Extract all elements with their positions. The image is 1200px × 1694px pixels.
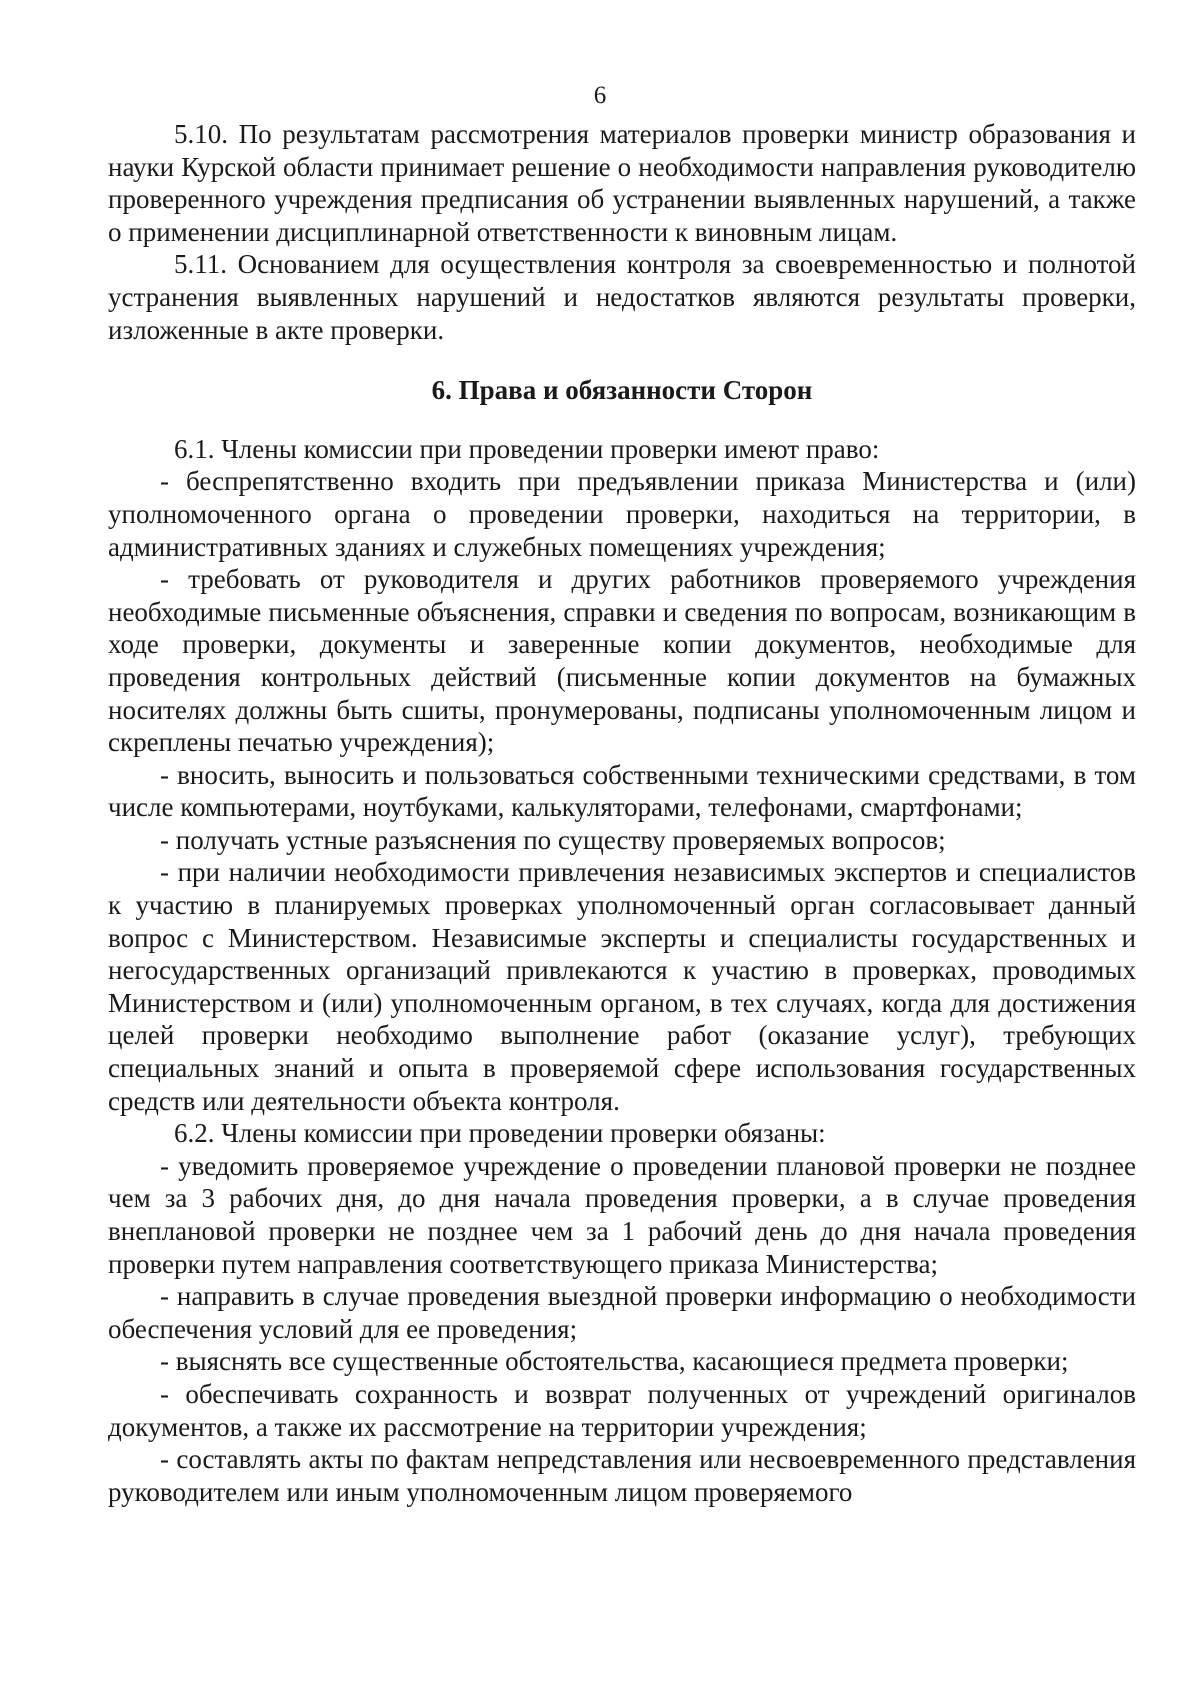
paragraph-6-1: 6.1. Члены комиссии при проведении проверки имеют право: — [174, 433, 880, 464]
paragraph-5-10: 5.10. По результатам рассмотрения материалов проверки министр образования и науки Курской области принимает решение о необходимости направления руководителю проверенного учреждения предписания об устранении выявленных нарушений, а также о применении дисциплинарной ответственности к виновным лицам. — [108, 119, 1136, 247]
paragraph-6-2: 6.2. Члены комиссии при проведении проверки обязаны: — [174, 1118, 826, 1149]
section-6-title: 6. Права и обязанности Сторон — [431, 375, 813, 406]
list-item-right-equipment: - вносить, выносить и пользоваться собственными техническими средствами, в том числе компьютерами, ноутбуками, калькуляторами, телефонами, смартфонами; — [108, 759, 1136, 823]
document-body — [108, 118, 1136, 1508]
page-number: 6 — [593, 82, 607, 109]
list-item-right-explanations: - получать устные разъяснения по существу проверяемых вопросов; — [160, 824, 946, 855]
list-item-right-request: - требовать от руководителя и других работников проверяемого учреждения необходимые письменные объяснения, справки и сведения по вопросам, возникающим в ходе проверки, документы и заверенные копии документов, необходимые для проведения контрольных действий (письменные копии документов на бумажных носителях должны быть сшиты, пронумерованы, подписаны уполномоченным лицом и скреплены печатью учреждения); — [108, 564, 1136, 758]
list-item-duty-safekeeping: - обеспечивать сохранность и возврат полученных от учреждений оригиналов документов, а также их рассмотрение на территории учреждения; — [108, 1378, 1136, 1442]
list-item-duty-circumstances: - выяснять все существенные обстоятельства, касающиеся предмета проверки; — [160, 1346, 1069, 1377]
list-item-duty-acts: - составлять акты по фактам непредставления или несвоевременного представления руководителем или иным уполномоченным лицом проверяемого — [108, 1444, 1136, 1507]
list-item-duty-conditions: - направить в случае проведения выездной проверки информацию о необходимости обеспечения условий для ее проведения; — [108, 1281, 1136, 1344]
list-item-duty-notify: - уведомить проверяемое учреждение о проведении плановой проверки не позднее чем за 3 рабочих дня, до дня начала проведения проверки, а в случае проведения внеплановой проверки не позднее чем за 1 рабочий день до дня начала проведения проверки путем направления соответствующего приказа Министерства; — [108, 1150, 1136, 1279]
list-item-right-enter: - беспрепятственно входить при предъявлении приказа Министерства и (или) уполномоченного органа о проведении проверки, находиться на территории, в административных зданиях и служебных помещениях учреждения; — [108, 466, 1136, 562]
paragraph-5-11: 5.11. Основанием для осуществления контроля за своевременностью и полнотой устранения выявленных нарушений и недостатков являются результаты проверки, изложенные в акте проверки. — [108, 249, 1136, 345]
list-item-right-experts: - при наличии необходимости привлечения независимых экспертов и специалистов к участию в планируемых проверках уполномоченный орган согласовывает данный вопрос с Министерством. Независимые эксперты и специалисты государственных и негосударственных организаций привлекаются к участию в проверках, проводимых Министерством и (или) уполномоченным органом, в тех случаях, когда для достижения целей проверки необходимо выполнение работ (оказание услуг), требующих специальных знаний и опыта в проверяемой сфере использования государственных средств или деятельности объекта контроля. — [108, 857, 1136, 1116]
